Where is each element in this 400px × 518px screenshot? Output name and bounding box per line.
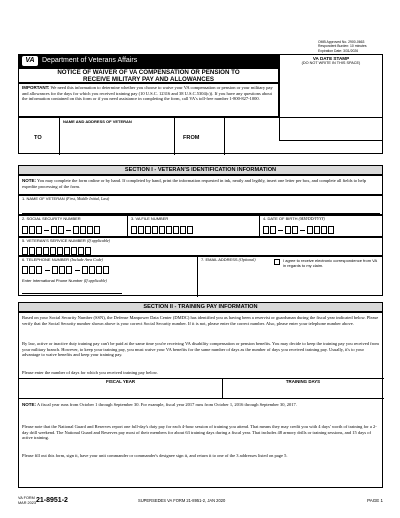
date-of-birth-field[interactable] (263, 224, 381, 235)
section2-paragraph1: Based on your Social Security Number (SSN), the Defense Manpower Data Center (DMDC) has identified you as having been a reservist or guardsman during the fiscal year indicated below. Please verify that the Social Security number shown above is your correct Social Security number. If it is not, please enter the correct number. Also, please enter your telephone number above. (22, 315, 379, 326)
section2-paragraph2: By law, active or inactive duty training pay can't be paid at the same time you're receiving VA disability compensation or pension benefits. You may decide to keep the training pay you received from your military branch. However, to keep your training pay, you must waive your VA benefits for the same number of days as the number of days you received training pay. Usually, it's to your advantage to waive benefits and keep your training pay. (22, 341, 379, 357)
footer-supersedes: SUPERSEDES VA FORM 21-8951-2, JAN 2020 (138, 498, 226, 503)
header-bar (18, 54, 279, 68)
field7-hint: (Optional) (238, 257, 256, 262)
respondent-burden: Respondent Burden: 10 minutes (318, 44, 367, 49)
section2-paragraph3: Please enter the number of days for which you received training pay below. (22, 370, 158, 375)
important-label: IMPORTANT: (22, 85, 50, 90)
section1-title: SECTION I - VETERAN'S IDENTIFICATION INFORMATION (124, 167, 277, 173)
field1-label-text: 1. NAME OF VETERAN (22, 196, 65, 201)
section2-title: SECTION II - TRAINING PAY INFORMATION (143, 304, 258, 310)
field5-label-text: 5. VETERAN'S SERVICE NUMBER (22, 238, 86, 243)
field7-label (201, 258, 256, 263)
email-field[interactable] (201, 264, 269, 294)
footer-va-form: VA FORM (18, 496, 35, 500)
field2-label: 2. SOCIAL SECURITY NUMBER (22, 216, 81, 221)
field6-hint: (Include Area Code) (70, 257, 103, 262)
omb-block (318, 40, 396, 53)
form-title-line2: RECEIVE MILITARY PAY AND ALLOWANCES (83, 76, 214, 83)
field1-hint: (First, Middle Initial, Last) (65, 196, 110, 201)
section2-body (18, 312, 383, 488)
fiscal-year-field[interactable] (21, 385, 220, 397)
training-days-field[interactable] (224, 385, 382, 397)
training-days-label: TRAINING DAYS (285, 379, 321, 384)
from-label: FROM (183, 135, 200, 141)
section1-note-box (18, 175, 383, 195)
expiration-date: Expiration Date: 3/31/2026 (318, 48, 359, 53)
consent-text: I agree to receive electronic correspondence from VA in regards to my claim. (283, 258, 377, 268)
section1-note-label: NOTE: (22, 178, 36, 183)
fiscal-year-label: FISCAL YEAR (105, 379, 136, 384)
intl-phone-field[interactable] (22, 286, 122, 294)
service-number-field[interactable] (22, 246, 142, 256)
field5-box (18, 237, 383, 256)
fields-6-7-row (18, 256, 383, 296)
date-stamp-note: (DO NOT WRITE IN THIS SPACE) (301, 61, 361, 65)
omb-number: OMB Approved No. 2900-0663 (318, 40, 365, 44)
form-title-box (18, 68, 279, 83)
va-logo (22, 56, 38, 66)
footer-page: PAGE 1 (367, 498, 383, 503)
ssn-field[interactable] (22, 224, 124, 235)
footer-date: MAR 2023 (18, 500, 36, 505)
section1-header (18, 165, 383, 175)
fiscal-year-note-text: A fiscal year runs from October 1 through September 30. For example, fiscal year 2017 runs from October 1, 2016 through September 30, 2017. (36, 402, 297, 407)
field6-label (22, 258, 103, 263)
field1-box (18, 195, 383, 215)
field5-label (22, 239, 110, 244)
footer-form-number: 21-8951-2 (36, 497, 68, 504)
va-logo-text: VA (25, 57, 35, 64)
field1-label (22, 197, 109, 202)
telephone-field[interactable] (22, 264, 192, 275)
field7-label-text: 7. EMAIL ADDRESS (201, 257, 238, 262)
fields-2-4-row (18, 215, 383, 237)
section1-note-text: You may complete the form online or by hand. If completed by hand, print the information requested in ink, neatly and legibly, insert one letter per box, and complete all fields to help expedite processing of the form. (22, 178, 367, 189)
from-address-field[interactable] (226, 120, 381, 153)
field3-label: 3. VA FILE NUMBER (131, 216, 169, 221)
field4-label (263, 217, 325, 222)
department-name: Department of Veterans Affairs (42, 57, 138, 64)
footer (18, 496, 383, 512)
fiscal-year-note-label: NOTE: (22, 402, 36, 407)
important-text (22, 85, 277, 102)
section2-paragraph5: Please fill out this form, sign it, have your unit commander or commander's designee sign it, and return it to one of the 3 addresses listed on page 5. (22, 453, 288, 458)
field6-label-text: 6. TELEPHONE NUMBER (22, 257, 70, 262)
intl-phone-hint: (If applicable) (83, 278, 107, 283)
intl-phone-label (22, 279, 107, 284)
consent-checkbox[interactable] (274, 259, 280, 265)
section2-header (18, 302, 383, 312)
field4-hint: (MM/DD/YYYY) (298, 216, 325, 221)
veteran-name-field[interactable] (22, 203, 380, 214)
important-box (18, 83, 279, 117)
field5-hint: (If applicable) (86, 238, 110, 243)
fiscal-year-note (22, 402, 381, 408)
name-address-label: NAME AND ADDRESS OF VETERAN (63, 119, 132, 124)
form-title-line1: NOTICE OF WAIVER OF VA COMPENSATION OR PENSION TO (57, 69, 240, 76)
va-file-number-field[interactable] (131, 224, 255, 235)
section1-note (22, 178, 381, 189)
to-label: TO (34, 135, 42, 141)
section2-paragraph4: Please note that the National Guard and Reserves report one full-day's duty pay for each 4-hour session of training you attend. That means they may credit you with 4 days' worth of training for a 2-day drill weekend. The National Guard and Reserves pay most of their members for about 63 training days during a fiscal year. That includes 48 armory drills or training sessions, and 15 days of active training. (22, 424, 377, 440)
date-stamp-title: VA DATE STAMP (312, 56, 350, 61)
intl-phone-label-text: Enter International Phone Number (22, 278, 83, 283)
to-address-field[interactable] (61, 125, 172, 153)
address-block (18, 117, 383, 154)
important-body: We need this information to determine whether you choose to waive your VA compensation or pension or your military pay and allowances for the days for which you received training pay (10 U.S.C. 12316 and 38 U.S.C.5304(c)). If you have any questions about the information contained on this form or if you need assistance in completing the form, call VA's toll-free number 1-800-827-1000. (22, 85, 273, 102)
field4-label-text: 4. DATE OF BIRTH (263, 216, 298, 221)
